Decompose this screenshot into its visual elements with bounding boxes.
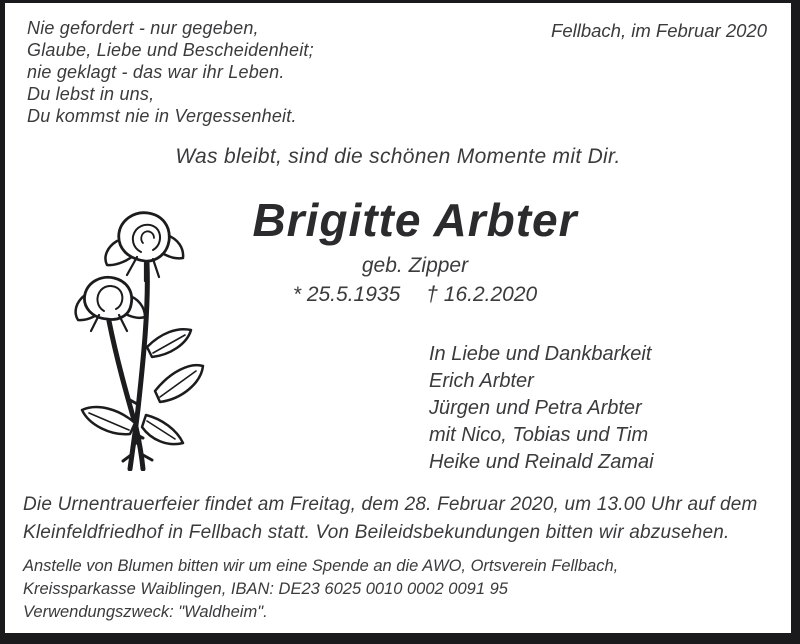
family-condolence-list: [429, 341, 654, 476]
donation-line: Anstelle von Blumen bitten wir um eine Spende an die AWO, Ortsverein Fellbach,: [23, 557, 619, 575]
memorial-poem: [27, 17, 314, 127]
poem-line: nie geklagt - das war ihr Leben.: [27, 62, 285, 82]
family-line: Heike und Reinald Zamai: [429, 451, 654, 473]
maiden-name: geb. Zipper: [361, 253, 469, 277]
place-dateline: Fellbach, im Februar 2020: [551, 20, 767, 41]
notice-content: [5, 3, 791, 633]
family-line: mit Nico, Tobias und Tim: [429, 424, 649, 446]
deceased-header: [125, 195, 705, 307]
funeral-announcement: [23, 491, 783, 547]
funeral-line: Kleinfeldfriedhof in Fellbach statt. Von Beileidsbekundungen bitten wir abzusehen.: [23, 522, 730, 543]
birth-date: * 25.5.1935: [292, 282, 401, 306]
family-line: Erich Arbter: [429, 370, 534, 392]
poem-line: Du kommst nie in Vergessenheit.: [27, 106, 297, 126]
life-dates: [125, 283, 705, 307]
poem-line: Du lebst in uns,: [27, 84, 155, 104]
family-line: In Liebe und Dankbarkeit: [429, 343, 652, 365]
family-line: Jürgen und Petra Arbter: [429, 397, 642, 419]
epigraph: Was bleibt, sind die schönen Momente mit Dir.: [175, 145, 621, 168]
donation-note: [23, 555, 783, 624]
poem-line: Glaube, Liebe und Bescheidenheit;: [27, 40, 314, 60]
funeral-line: Die Urnentrauerfeier findet am Freitag, dem 28. Februar 2020, um 13.00 Uhr auf dem: [23, 494, 758, 515]
poem-line: Nie gefordert - nur gegeben,: [27, 18, 259, 38]
deceased-name: Brigitte Arbter: [252, 194, 578, 246]
donation-line: Kreissparkasse Waiblingen, IBAN: DE23 6025 0010 0002 0091 95: [23, 580, 508, 598]
donation-line: Verwendungszweck: "Waldheim".: [23, 603, 268, 621]
death-date: † 16.2.2020: [426, 282, 538, 306]
